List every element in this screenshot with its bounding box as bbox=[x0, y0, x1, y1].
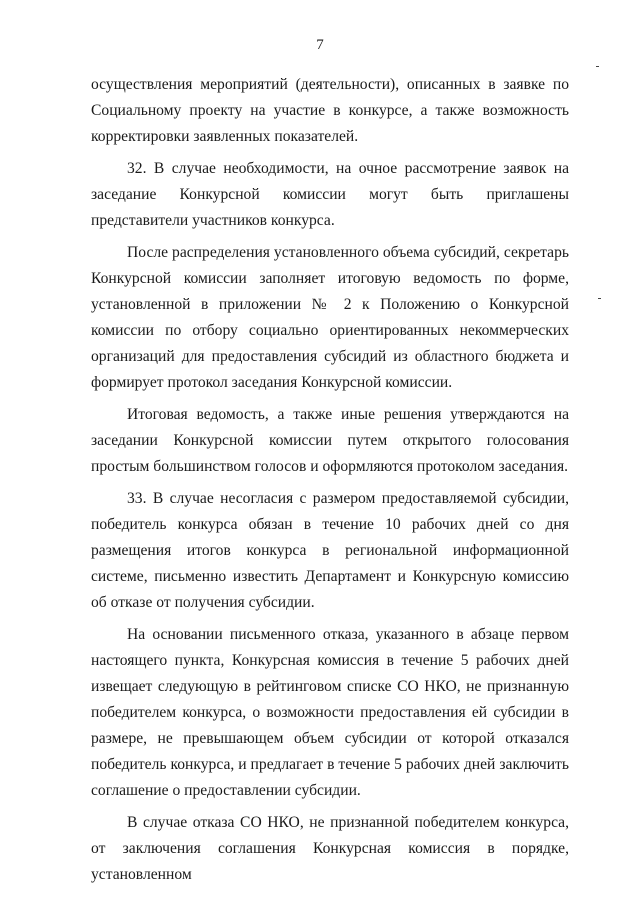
paragraph-subsidy-distribution: После распределения установленного объема субсидий, секретарь Конкурсной комиссии заполняет итоговую ведомость по форме, установленной в приложении № 2 к Положению о Конкурсной комиссии по отбору социально ориентированных некоммерческих организаций для предоставления субсидий из областного бюджета и формирует протокол заседания Конкурсной комиссии. bbox=[91, 244, 569, 391]
paragraph-refusal-case: В случае отказа СО НКО, не признанной победителем конкурса, от заключения соглашения Конкурсная комиссия в порядке, установленном bbox=[91, 814, 569, 883]
scan-speck bbox=[598, 298, 601, 299]
paragraph-continuation: осуществления мероприятий (деятельности), описанных в заявке по Социальному проекту на участие в конкурсе, а также возможность корректировки заявленных показателей. bbox=[91, 76, 569, 145]
document-body bbox=[91, 72, 569, 894]
paragraph-clause-32: 32. В случае необходимости, на очное рассмотрение заявок на заседание Конкурсной комиссии могут быть приглашены представители участников конкурса. bbox=[91, 160, 569, 229]
paragraph-final-statement: Итоговая ведомость, а также иные решения утверждаются на заседании Конкурсной комиссии путем открытого голосования простым большинством голосов и оформляются протоколом заседания. bbox=[91, 406, 569, 475]
paragraph-clause-33: 33. В случае несогласия с размером предоставляемой субсидии, победитель конкурса обязан в течение 10 рабочих дней со дня размещения итогов конкурса в региональной информационной системе, письменно известить Департамент и Конкурсную комиссию об отказе от получения субсидии. bbox=[91, 490, 569, 611]
scan-speck bbox=[596, 66, 599, 67]
paragraph-written-refusal: На основании письменного отказа, указанного в абзаце первом настоящего пункта, Конкурсная комиссия в течение 5 рабочих дней извещает следующую в рейтинговом списке СО НКО, не признанную победителем конкурса, о возможности предоставления ей субсидии в размере, не превышающем объем субсидии от которой отказался победитель конкурса, и предлагает в течение 5 рабочих дней заключить соглашение о предоставлении субсидии. bbox=[91, 626, 569, 799]
page-number: 7 bbox=[316, 37, 324, 53]
